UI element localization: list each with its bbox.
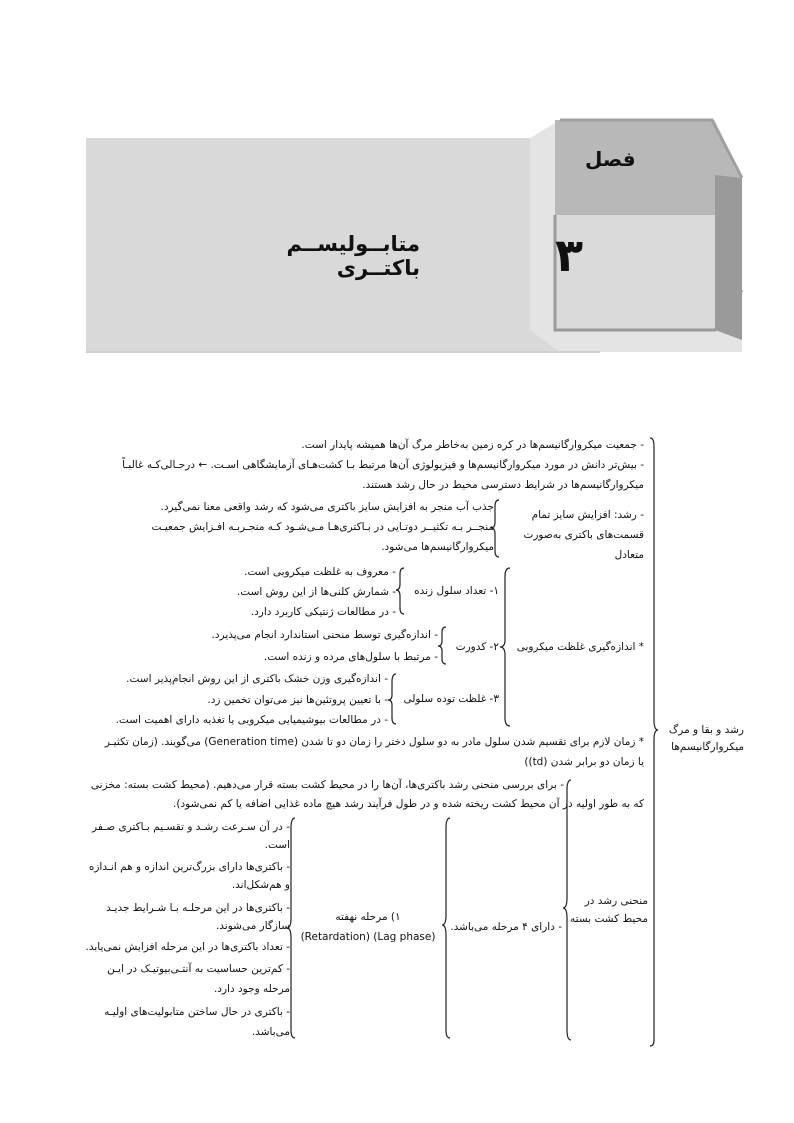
m1-item: - شمارش کلنی‌ها از این روش است. [236, 586, 396, 598]
m1-item: - معروف به غلظت میکروبی است. [244, 566, 396, 578]
phases-brace [442, 818, 450, 1038]
phase1-item: - تعداد باکتری‌ها در این مرحله افزایش نمی‌یابد. [85, 941, 290, 953]
phase1-item: - باکتری در حال ساختن متابولیت‌های اولیـه [104, 1006, 290, 1018]
curve-para-2: که به طور اولیه در آن محیط کشت ریخته شده و در طول فرآیند رشد هیچ ماده غذایی اضافه یا کم نمی‌شود). [173, 798, 644, 810]
measurement-label: * اندازه‌گیری غلظت میکروبی [516, 641, 644, 653]
phase1-item-cont: سازگار می‌شوند. [215, 920, 290, 932]
m2-item: - اندازه‌گیری توسط منحنی استاندارد انجام می‌پذیرد. [211, 629, 438, 641]
phase1-item-cont: مرحله وجود دارد. [213, 983, 290, 995]
measure-brace [500, 568, 510, 726]
m1-item: - در مطالعات ژنتیکی کاربرد دارد. [250, 606, 396, 618]
intro-line-2: - بیش‌تر دانش در مورد میکروارگانیسم‌ها و فیزیولوژی آن‌ها مرتبط بـا کشت‌هـای آزمایشگاهی اسـت. ← درحـالی‌کـه غالبـاً [122, 459, 644, 471]
generation-line-2: یا زمان دو برابر شدن (td)) [524, 756, 644, 768]
m3-label: ۳- غلظت توده سلولی [403, 693, 499, 705]
chapter-title: متابــولیســم باکتــری [286, 232, 420, 280]
phase1-item-cont: و هم‌شکل‌اند. [231, 879, 290, 891]
banner-tab [555, 120, 740, 215]
phase1-item: - باکتری‌ها دارای بزرگ‌ترین اندازه و هم انـدازه [88, 861, 290, 873]
intro-line-3: میکروارگانیسم‌ها در شرایط دسترسی محیط در حال رشد هستند. [362, 479, 644, 491]
phase1-item-cont: است. [264, 839, 290, 851]
phase1-label: ۱) مرحله نهفته [335, 911, 401, 923]
m3-brace [388, 674, 396, 724]
m2-label: ۲- کدورت [455, 641, 499, 653]
root-label: رشد و بقا و مرگ میکروارگانیسم‌ها [668, 724, 744, 753]
m3-item: - اندازه‌گیری وزن خشک باکتری از این روش انجام‌پذیر است. [126, 673, 388, 685]
phase1-item: - در آن سـرعت رشـد و تقسـیم بـاکتری صـفر [92, 821, 290, 833]
growth-detail-1: جذب آب منجر به افزایش سایز باکتری می‌شود که رشد واقعی معنا نمی‌گیرد. [160, 501, 494, 513]
growth-detail-2: منجــر بـه تکثیــر دوتـایی در بـاکتری‌هـا مـی‌شـود کـه منجـربـه افـزایش جمعیـت [151, 521, 494, 533]
phase1-item: - کم‌ترین حساسیت به آنتـی‌بیوتیـک در ایـن [107, 963, 290, 975]
m1-brace [396, 568, 404, 614]
phase1-item: - باکتری‌ها در این مرحلـه بـا شـرایط جدیـد [105, 902, 290, 914]
m3-item: - با تعیین پروتئین‌ها نیز می‌توان تخمین زد. [207, 694, 388, 706]
phase1-english: (Retardation) (Lag phase) [300, 931, 436, 943]
m2-brace [438, 627, 446, 664]
intro-line-1: - جمعیت میکروارگانیسم‌ها در کره زمین به‌خاطر مرگ آن‌ها همیشه پایدار است. [301, 439, 644, 451]
m1-label: ۱- تعداد سلول زنده [414, 585, 499, 597]
phases-label: - دارای ۴ مرحله می‌باشد. [450, 921, 562, 933]
m3-item: - در مطالعات بیوشیمیایی میکروبی یا تغذیه دارای اهمیت است. [115, 714, 388, 726]
chapter-number: ۳ [555, 228, 584, 282]
chapter-banner [0, 0, 794, 380]
phase1-item-cont: می‌باشد. [251, 1026, 290, 1038]
generation-line-1: * زمان لازم برای تقسیم شدن سلول مادر به دو سلول دختر را زمان دو تا شدن (Generation time) می‌گویند. (زمان تکثیـر [104, 736, 644, 748]
growth-detail-3: میکروارگانیسم‌ها می‌شود. [381, 541, 494, 553]
chapter-word: فصل [585, 147, 636, 171]
m2-item: - مرتبط با سلول‌های مرده و زنده است. [263, 651, 438, 663]
growth-label: - رشد: افزایش سایز تمام قسمت‌های باکتری به‌صورت متعادل [523, 509, 644, 561]
curve-para-1: - برای بررسی منحنی رشد باکتری‌ها، آن‌ها را در محیط کشت بسته قرار می‌دهیم. (محیط کشت بسته: مخزنی [90, 779, 564, 791]
curve-label: منحنی رشد در محیط کشت بسته [570, 895, 648, 925]
